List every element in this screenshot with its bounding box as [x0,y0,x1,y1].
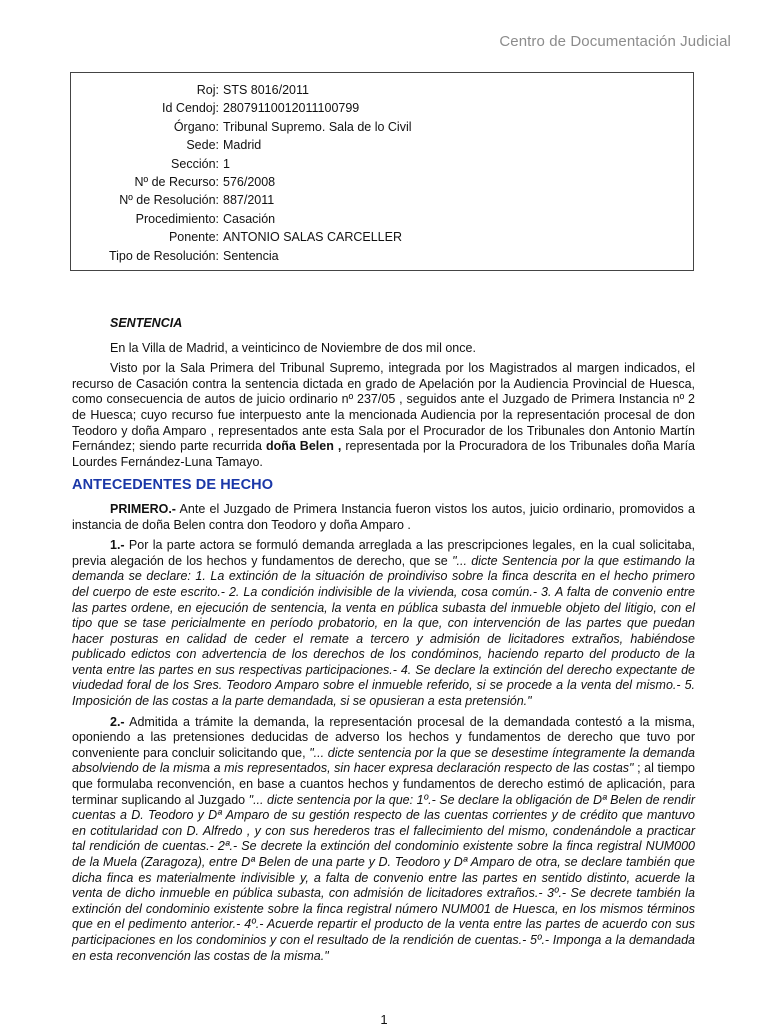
metadata-row-id-cendoj [71,99,693,117]
metadata-row-roj [71,81,693,99]
metadata-value: Sentencia [223,248,279,263]
metadata-table [71,81,693,265]
metadata-label: Ponente: [168,230,219,245]
paragraph-1 [72,538,695,710]
metadata-value: 28079110012011100799 [223,101,360,116]
metadata-label: Procedimiento: [135,211,219,226]
page-number: 1 [380,1012,388,1027]
site-header-title: Centro de Documentación Judicial [499,33,731,50]
paragraph-text: Por la parte actora se formuló demanda arreglada a las prescripciones legales, en la cual solicitaba, previa alegación de los hechos y fundamentos de derecho, que se [72,538,695,568]
paragraph-lead: PRIMERO.- [110,501,176,516]
metadata-value: 887/2011 [223,193,275,208]
visto-text-end: representada por la Procuradora de los Tribunales doña María Lourdes Fernández-Luna Tamayo. [72,439,695,469]
metadata-label: Sección: [171,156,219,171]
metadata-value: Tribunal Supremo. Sala de lo Civil [223,119,412,134]
metadata-value: Casación [223,211,276,226]
metadata-row-procedimiento [71,210,693,228]
quoted-text: "... dicte Sentencia por la que estimando la demanda se declare: 1. La extinción de la situación de proindiviso sobre la finca descrita en el hecho primero del cuerpo de este escrito.- 2. La condición indivisible de la vivienda, cosa común.- 3. A falta de convenio entre las partes ordene, en ejecución de sentencia, la venta en pública subasta del inmueble objeto del litigio, con el tipo que se tase pericialmente en período probatorio, en la que, con intervención de las partes que puedan hacer posturas en calidad de ceder el remate a tercero y admisión de licitadores extraños, habiéndose publicado edictos con advertencia de los derechos de los condóminos, haciendo reparto del producto de la venta entre las partes en sus respectivas participaciones.- 4. Se declare la extinción del derecho expectante de viudedad foral de los Sres. Teodoro Amparo sobre el inmueble referido, si se procede a la venta del mismo.- 5. Imposición de las costas a la parte demandada, si se opusieran a esta pretensión." [72,553,695,709]
metadata-label: Id Cendoj: [162,101,219,116]
paragraph-2 [72,715,695,965]
paragraph-lead: 1.- [110,538,125,553]
metadata-value: Madrid [223,138,262,153]
metadata-label: Nº de Recurso: [134,175,219,190]
metadata-label: Tipo de Resolución: [108,248,219,263]
metadata-row-ponente [71,228,693,246]
metadata-value: 576/2008 [223,175,276,190]
recurrida-name: doña Belen , [265,439,342,454]
metadata-label: Órgano: [173,119,219,134]
primero-paragraph [72,502,695,533]
metadata-value: ANTONIO SALAS CARCELLER [223,230,402,245]
metadata-row-tipo [71,247,693,265]
metadata-row-seccion [71,155,693,173]
intro-paragraph: En la Villa de Madrid, a veinticinco de Noviembre de dos mil once. [110,340,476,355]
metadata-row-sede [71,136,693,154]
metadata-label: Sede: [186,138,219,153]
paragraph-text: Ante el Juzgado de Primera Instancia fueron vistos los autos, juicio ordinario, promovidos a instancia de doña Belen contra don Teodoro y doña Amparo . [72,501,695,532]
paragraph-text: Admitida a trámite la demanda, la representación procesal de la demandada contestó a la misma, oponiendo a las pretensiones deducidas de adverso los hechos y fundamentos de derecho que tuvo por conveniente para concluir solicitando que, [72,714,695,760]
metadata-value: STS 8016/2011 [223,83,309,97]
paragraph-lead: 2.- [110,714,125,729]
document-body [72,316,695,969]
metadata-box [70,72,694,271]
metadata-row-recurso [71,173,693,191]
metadata-value: 1 [223,156,230,171]
visto-text: Visto por la Sala Primera del Tribunal Supremo, integrada por los Magistrados al margen indicados, el recurso de Casación contra la sentencia dictada en grado de Apelación por la Audiencia Provincial de Huesca, como consecuencia de autos de juicio ordinario nº 237/05 , seguidos ante el Juzgado de Primera Instancia nº 2 de Huesca; cuyo recurso fue interpuesto ante la mencionada Audiencia por la representación procesal de don Teodoro y doña Amparo , representados ante esta Sala por el Procurador de los Tribunales don Antonio Martín Fernández; siendo parte recurrida [72,361,695,454]
metadata-label: Nº de Resolución: [119,193,219,208]
paragraph-text: ; al tiempo que formulaba reconvención, en base a cuantos hechos y fundamentos de derecho estimó de aplicación, para terminar suplicando al Juzgado [72,761,696,807]
metadata-label: Roj: [196,83,219,97]
sentence-title: SENTENCIA [110,316,183,330]
metadata-row-organo [71,118,693,136]
quoted-text: "... dicte sentencia por la que se desestime íntegramente la demanda absolviendo de la misma a mis representados, sin hacer expresa declaración respecto de las costas" [72,745,695,776]
section-heading: ANTECEDENTES DE HECHO [72,477,274,494]
quoted-text: "... dicte sentencia por la que: 1º.- Se declare la obligación de Dª Belen de rendir cuentas a D. Teodoro y Dª Amparo de su gestión respecto de las cuentas corrientes y de crédito que mantuvo en cotitularidad con D. Alfredo , y con sus herederos tras el fallecimiento del mismo, condenándole a practicar tal rendición de cuentas.- 2ª.- Se decrete la extinción del condominio existente sobre la finca registral NUM000 de la Muela (Zaragoza), entre Dª Belen de una parte y D. Teodoro y Dª Amparo de otra, se declare también que dicha finca es materialmente indivisible y, a falta de convenio entre las partes en sentido distinto, acuerde la venta de dicho inmueble en pública subasta, con admisión de licitadores extraños.- 3º.- Se decrete también la extinción del condominio existente sobre la finca registral número NUM001 de Huesca, en los mismos términos que en el pedimento anterior.- 4º.- Acuerde repartir el producto de la venta entre las partes de acuerdo con sus participaciones en los condominios y con el resultado de la rendición de cuentas.- 5º.- Imponga a la demandada en esta reconvención las costas de la misma." [72,792,695,963]
metadata-row-resolucion [71,191,693,209]
visto-paragraph [72,361,695,470]
